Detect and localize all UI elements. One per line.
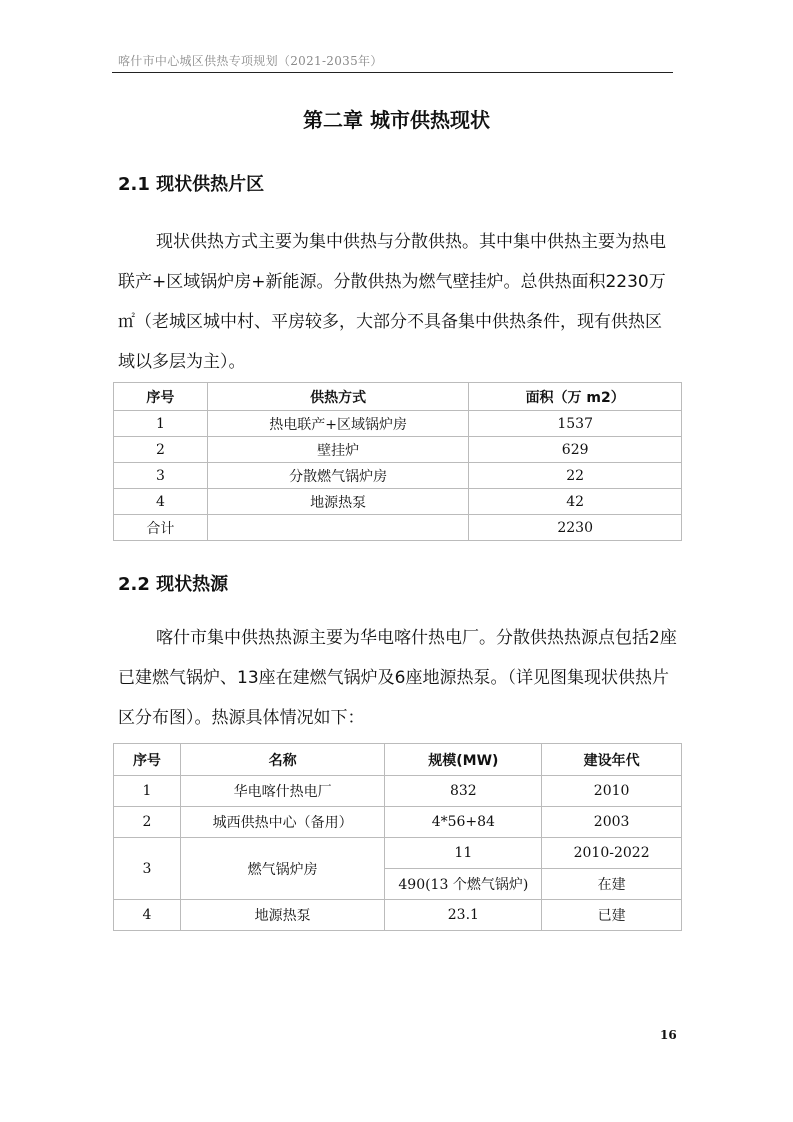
running-header: 喀什市中心城区供热专项规划（2021-2035年） [118, 54, 383, 68]
section-heading-2-2: 2.2 现状热源 [118, 574, 229, 595]
cell-year: 2010-2022 [542, 838, 682, 869]
cell-year: 2003 [542, 807, 682, 838]
cell-no: 2 [114, 437, 208, 463]
table-row [114, 437, 682, 463]
cell-scale: 23.1 [385, 900, 542, 931]
cell-no: 2 [114, 807, 181, 838]
col-header-method: 供热方式 [207, 383, 469, 411]
col-header-name: 名称 [180, 744, 385, 776]
cell-no: 4 [114, 900, 181, 931]
section-2-2-paragraph: 喀什市集中供热热源主要为华电喀什热电厂。分散供热热源点包括2座已建燃气锅炉、13座在建燃气锅炉及6座地源热泵。（详见图集现状供热片区分布图）。热源具体情况如下： [118, 628, 677, 728]
cell-scale: 490(13 个燃气锅炉) [385, 869, 542, 900]
cell-scale: 4*56+84 [385, 807, 542, 838]
col-header-area: 面积（万 m2） [469, 383, 682, 411]
cell-total-area: 2230 [469, 515, 682, 541]
cell-method: 地源热泵 [207, 489, 469, 515]
cell-no: 4 [114, 489, 208, 515]
chapter-title: 第二章 城市供热现状 [303, 108, 490, 132]
table-row [114, 776, 682, 807]
cell-name: 华电喀什热电厂 [180, 776, 385, 807]
cell-year: 2010 [542, 776, 682, 807]
cell-area: 22 [469, 463, 682, 489]
cell-method [207, 515, 469, 541]
cell-year: 已建 [542, 900, 682, 931]
table-row [114, 411, 682, 437]
table-row [114, 807, 682, 838]
section-heading-2-1: 2.1 现状供热片区 [118, 174, 265, 195]
cell-name: 地源热泵 [180, 900, 385, 931]
cell-scale: 832 [385, 776, 542, 807]
cell-no: 1 [114, 411, 208, 437]
col-header-no: 序号 [114, 383, 208, 411]
cell-area: 1537 [469, 411, 682, 437]
cell-year: 在建 [542, 869, 682, 900]
cell-no: 1 [114, 776, 181, 807]
page-number: 16 [660, 1028, 677, 1042]
col-header-no: 序号 [114, 744, 181, 776]
cell-name: 城西供热中心（备用） [180, 807, 385, 838]
col-header-scale: 规模(MW) [385, 744, 542, 776]
table-header-row [114, 744, 682, 776]
cell-method: 壁挂炉 [207, 437, 469, 463]
table-row [114, 900, 682, 931]
cell-method: 分散燃气锅炉房 [207, 463, 469, 489]
header-divider [112, 72, 673, 73]
table-header-row [114, 383, 682, 411]
section-2-1-paragraph: 现状供热方式主要为集中供热与分散供热。其中集中供热主要为热电联产+区域锅炉房+新能源。分散供热为燃气壁挂炉。总供热面积2230万㎡（老城区城中村、平房较多，大部分不具备集中供热条件，现有供热区域以多层为主）。 [118, 232, 666, 372]
table-row [114, 838, 682, 869]
cell-method: 热电联产+区域锅炉房 [207, 411, 469, 437]
table-total-row [114, 515, 682, 541]
col-header-year: 建设年代 [542, 744, 682, 776]
cell-area: 42 [469, 489, 682, 515]
cell-scale: 11 [385, 838, 542, 869]
cell-no: 3 [114, 463, 208, 489]
table-row [114, 463, 682, 489]
cell-no: 3 [114, 838, 181, 900]
heat-source-table [113, 743, 682, 931]
cell-name: 燃气锅炉房 [180, 838, 385, 900]
cell-area: 629 [469, 437, 682, 463]
cell-total-label: 合计 [114, 515, 208, 541]
heating-method-table [113, 382, 682, 541]
table-row [114, 489, 682, 515]
